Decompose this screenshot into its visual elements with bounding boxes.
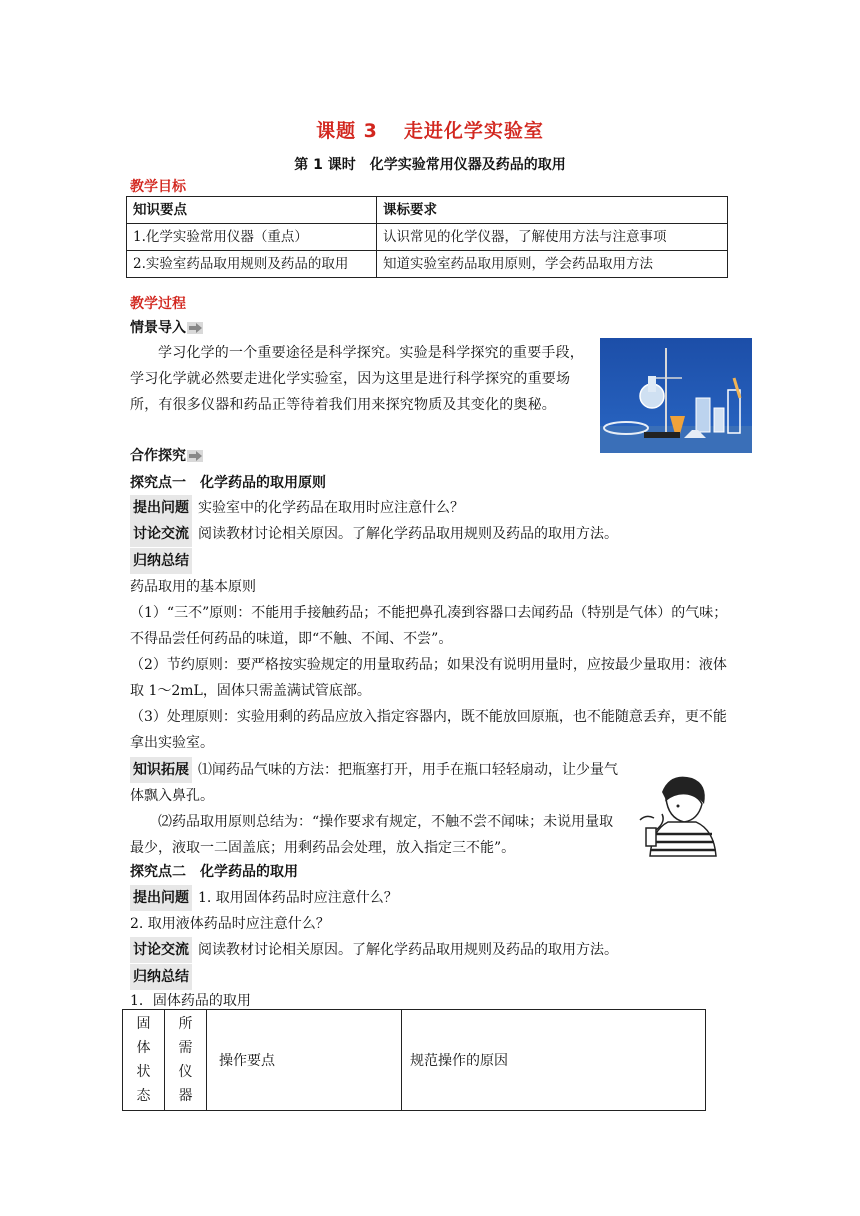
table-cell: 1.化学实验常用仪器（重点） <box>127 224 377 251</box>
discussion-tag: 讨论交流 <box>130 937 192 963</box>
rule-3: （3）处理原则：实验用剩的药品应放入指定容器内，既不能放回原瓶，也不能随意丢弃，更不能拿出实验室。 <box>130 709 727 751</box>
discussion-tag: 讨论交流 <box>130 521 192 547</box>
table-row <box>127 224 728 251</box>
rule-1: （1）“三不”原则：不能用手接触药品；不能把鼻孔凑到容器口去闻药品（特别是气体）的气味；不得品尝任何药品的味道，即“不触、不闻、不尝”。 <box>130 605 728 647</box>
rule-2: （2）节约原则：要严格按实验规定的用量取药品；如果没有说明用量时，应按最少量取用：液体取 1～2mL，固体只需盖满试管底部。 <box>130 657 727 699</box>
question-tag: 提出问题 <box>130 495 192 521</box>
question-tag: 提出问题 <box>130 885 192 911</box>
header-cell-operation: 操作要点 <box>207 1010 402 1111</box>
intro-paragraph: 学习化学的一个重要途径是科学探究。实验是科学探究的重要手段，学习化学就必然要走进化学实验室，因为这里是进行科学探究的重要场所，有很多仪器和药品正等待着我们用来探究物质及其变化的奥秘。 <box>130 345 584 413</box>
extension-2: ⑵药品取用原则总结为：“操作要求有规定，不触不尝不闻味；未说用量取最少，液取一二固盖底；用剩药品会处理，放入指定三不能”。 <box>130 814 614 856</box>
process-heading: 教学过程 <box>130 296 186 312</box>
header-cell: 知识要点 <box>127 197 377 224</box>
point2-question-1: 提出问题 1. 取用固体药品时应注意什么？ <box>130 885 728 911</box>
lesson-name: 走进化学实验室 <box>403 120 544 142</box>
header-cell: 课标要求 <box>377 197 728 224</box>
summary-tag: 归纳总结 <box>130 548 192 574</box>
lab-equipment-photo <box>600 338 752 453</box>
point2-heading: 探究点二 化学药品的取用 <box>130 864 298 880</box>
table-cell: 知道实验室药品取用原则，学会药品取用方法 <box>377 251 728 278</box>
point1-summary-tag-row <box>130 548 728 574</box>
header-cell-instruments: 所 需 仪 器 <box>165 1010 207 1111</box>
solid-subheading: 1．固体药品的取用 <box>130 993 251 1009</box>
point2-discussion: 讨论交流 阅读教材讨论相关原因。了解化学药品取用规则及药品的取用方法。 <box>130 937 728 963</box>
goals-table <box>126 196 728 278</box>
summary-tag: 归纳总结 <box>130 964 192 990</box>
table-header-row <box>127 197 728 224</box>
intro-heading: 情景导入 <box>130 317 203 337</box>
explore-heading: 合作探究 <box>130 445 203 465</box>
lesson-title <box>0 116 860 143</box>
summary-title: 药品取用的基本原则 <box>130 579 256 595</box>
point1-heading: 探究点一 化学药品的取用原则 <box>130 475 326 491</box>
point2-summary-tag-row <box>130 964 728 990</box>
table-cell: 认识常见的化学仪器，了解使用方法与注意事项 <box>377 224 728 251</box>
extension-1: 知识拓展 ⑴闻药品气味的方法：把瓶塞打开，用手在瓶口轻轻扇动，让少量气体飘入鼻孔。 <box>130 757 618 809</box>
arrow-right-icon <box>187 322 203 334</box>
lesson-subtitle: 第 1 课时 化学实验常用仪器及药品的取用 <box>294 157 566 173</box>
point1-discussion: 讨论交流 阅读教材讨论相关原因。了解化学药品取用规则及药品的取用方法。 <box>130 521 728 547</box>
table-cell: 2.实验室药品取用规则及药品的取用 <box>127 251 377 278</box>
table-header-row <box>123 1010 706 1111</box>
extension-tag: 知识拓展 <box>130 757 192 783</box>
header-cell-reason: 规范操作的原因 <box>402 1010 706 1111</box>
header-cell-solid-state: 固 体 状 态 <box>123 1010 165 1111</box>
table-row <box>127 251 728 278</box>
solid-drug-table <box>122 1009 706 1111</box>
point2-question-2: 2. 取用液体药品时应注意什么？ <box>130 916 330 932</box>
point1-question: 提出问题 实验室中的化学药品在取用时应注意什么？ <box>130 495 728 521</box>
goals-heading: 教学目标 <box>130 179 186 195</box>
arrow-right-icon <box>187 450 203 462</box>
smelling-method-illustration <box>632 770 722 858</box>
lesson-number: 课题 3 <box>316 120 378 142</box>
